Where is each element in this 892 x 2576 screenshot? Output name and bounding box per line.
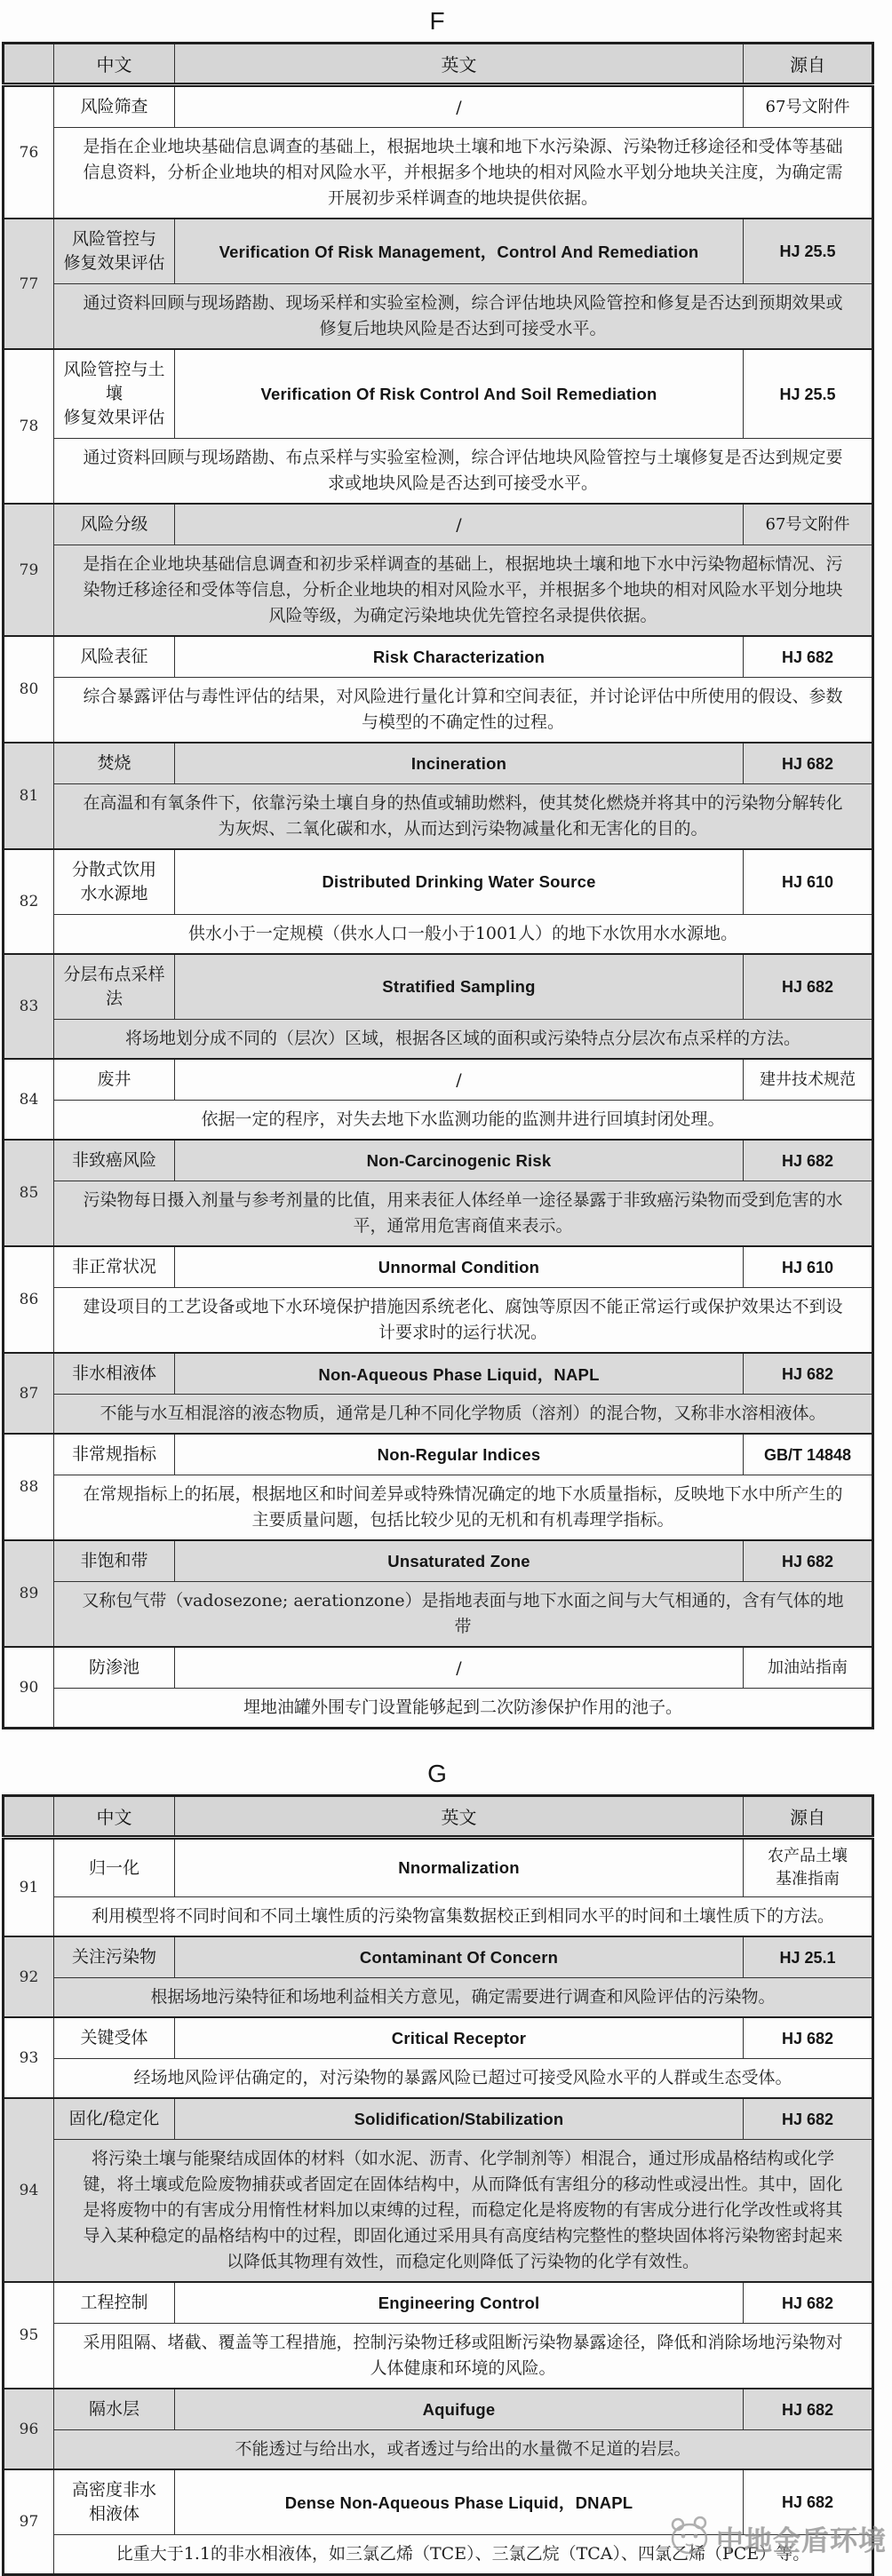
entry-number: 92 [4,1936,54,2017]
entry-definition-row [4,2535,873,2575]
entry-term-row [4,1936,873,1978]
term-source: 农产品土壤 基准指南 [744,1838,873,1897]
term-definition: 通过资料回顾与现场踏勘、布点采样与实验室检测，综合评估地块风险管控与土壤修复是否达到规定要求或地块风险是否达到可接受水平。 [54,439,873,505]
term-english: Nnormalization [175,1838,744,1897]
entry-term-row [4,1246,873,1288]
entry-definition-row [4,439,873,505]
entry-definition-row [4,545,873,637]
entry-definition-row [4,2059,873,2099]
term-source: HJ 682 [744,636,873,678]
table-title-f: F [429,7,445,35]
term-source: HJ 682 [744,2017,873,2059]
term-chinese: 非正常状况 [54,1246,175,1288]
watermark-text: 中地金盾环境 [716,2524,887,2557]
term-english: Non-Carcinogenic Risk [175,1140,744,1181]
term-source: HJ 682 [744,2469,873,2535]
term-source: HJ 682 [744,954,873,1020]
header-chinese: 中文 [54,1796,175,1838]
term-english: Verification Of Risk Control And Soil Remediation [175,349,744,439]
entry-definition-row [4,1288,873,1354]
term-source: HJ 682 [744,1353,873,1395]
term-chinese: 风险管控与土壤 修复效果评估 [54,349,175,439]
entry-definition-row [4,284,873,350]
term-english: / [175,1647,744,1689]
term-definition: 综合暴露评估与毒性评估的结果，对风险进行量化计算和空间表征，并讨论评估中所使用的假设、参数与模型的不确定性的过程。 [54,678,873,743]
header-index-cell [4,44,54,85]
term-chinese: 分层布点采样法 [54,954,175,1020]
term-english: Non-Aqueous Phase Liquid，NAPL [175,1353,744,1395]
term-source: HJ 25.1 [744,1936,873,1978]
header-row [4,44,873,85]
entry-definition-row [4,1582,873,1648]
entry-definition-row [4,2324,873,2389]
term-chinese: 风险分级 [54,504,175,545]
term-definition: 根据场地污染特征和场地利益相关方意见，确定需要进行调查和风险评估的污染物。 [54,1978,873,2018]
entry-term-row [4,1647,873,1689]
term-chinese: 高密度非水 相液体 [54,2469,175,2535]
term-definition: 是指在企业地块基础信息调查和初步采样调查的基础上，根据地块土壤和地下水中污染物超标情况、污染物迁移途径和受体等信息，分析企业地块的相对风险水平，并根据多个地块的相对风险水平划分地块风险等级，为确定污染地块优先管控名录提供依据。 [54,545,873,637]
entry-number: 85 [4,1140,54,1246]
term-english: Engineering Control [175,2282,744,2324]
table-title-g: G [427,1760,447,1787]
term-source: HJ 682 [744,2098,873,2140]
term-definition: 利用模型将不同时间和不同土壤性质的污染物富集数据校正到相同水平的时间和土壤性质下的方法。 [54,1897,873,1937]
term-definition: 通过资料回顾与现场踏勘、现场采样和实验室检测，综合评估地块风险管控和修复是否达到预期效果或修复后地块风险是否达到可接受水平。 [54,284,873,350]
entry-term-row [4,2469,873,2535]
term-chinese: 风险表征 [54,636,175,678]
entry-number: 96 [4,2389,54,2469]
entry-term-row [4,1353,873,1395]
term-chinese: 非饱和带 [54,1540,175,1582]
term-definition: 埋地油罐外围专门设置能够起到二次防渗保护作用的池子。 [54,1689,873,1729]
entry-definition-row [4,1689,873,1729]
header-row [4,1796,873,1838]
term-chinese: 分散式饮用 水水源地 [54,849,175,915]
entry-definition-row [4,1181,873,1247]
term-english: Distributed Drinking Water Source [175,849,744,915]
term-definition: 不能与水互相混溶的液态物质，通常是几种不同化学物质（溶剂）的混合物，又称非水溶相液体。 [54,1395,873,1435]
entry-term-row [4,219,873,284]
header-source: 源自 [744,1796,873,1838]
entry-definition-row [4,1101,873,1141]
term-chinese: 非致癌风险 [54,1140,175,1181]
entry-number: 87 [4,1353,54,1434]
term-source: HJ 682 [744,1540,873,1582]
term-definition: 污染物每日摄入剂量与参考剂量的比值，用来表征人体经单一途径暴露于非致癌污染物而受到危害的水平，通常用危害商值来表示。 [54,1181,873,1247]
entry-number: 82 [4,849,54,954]
section-g [0,1760,892,2576]
entry-term-row [4,636,873,678]
glossary-table-f [2,42,874,1729]
term-chinese: 非水相液体 [54,1353,175,1395]
term-definition: 又称包气带（vadosezone; aerationzone）是指地表面与地下水面之间与大气相通的，含有气体的地带 [54,1582,873,1648]
term-chinese: 防渗池 [54,1647,175,1689]
term-chinese: 固化/稳定化 [54,2098,175,2140]
entry-definition-row [4,678,873,743]
term-chinese: 废井 [54,1059,175,1101]
term-definition: 建设项目的工艺设备或地下水环境保护措施因系统老化、腐蚀等原因不能正常运行或保护效果达不到设计要求时的运行状况。 [54,1288,873,1354]
entry-number: 93 [4,2017,54,2098]
entry-number: 77 [4,219,54,349]
term-english: Contaminant Of Concern [175,1936,744,1978]
entry-number: 94 [4,2098,54,2282]
term-definition: 不能透过与给出水，或者透过与给出的水量微不足道的岩层。 [54,2430,873,2470]
entry-definition-row [4,1897,873,1937]
entry-number: 88 [4,1434,54,1540]
entry-term-row [4,2389,873,2430]
term-chinese: 风险筛查 [54,85,175,128]
entry-term-row [4,1434,873,1475]
entry-term-row [4,849,873,915]
term-english: / [175,85,744,128]
term-definition: 将场地划分成不同的（层次）区域，根据各区域的面积或污染特点分层次布点采样的方法。 [54,1020,873,1060]
term-english: Non-Regular Indices [175,1434,744,1475]
term-source: 67号文附件 [744,85,873,128]
term-definition: 比重大于1.1的非水相液体，如三氯乙烯（TCE）、三氯乙烷（TCA）、四氯乙烯（PCE）等。 [54,2535,873,2575]
entry-number: 81 [4,743,54,849]
term-source: HJ 682 [744,2389,873,2430]
term-source: HJ 682 [744,2282,873,2324]
entry-term-row [4,504,873,545]
term-definition: 在常规指标上的拓展，根据地区和时间差异或特殊情况确定的地下水质量指标，反映地下水中所产生的主要质量问题，包括比较少见的无机和有机毒理学指标。 [54,1475,873,1541]
entry-number: 89 [4,1540,54,1647]
entry-term-row [4,2098,873,2140]
header-source: 源自 [744,44,873,85]
entry-definition-row [4,784,873,850]
term-chinese: 关注污染物 [54,1936,175,1978]
entry-number: 86 [4,1246,54,1353]
header-english: 英文 [175,1796,744,1838]
term-chinese: 非常规指标 [54,1434,175,1475]
term-chinese: 关键受体 [54,2017,175,2059]
entry-term-row [4,1140,873,1181]
term-definition: 供水小于一定规模（供水人口一般小于1001人）的地下水饮用水水源地。 [54,915,873,955]
entry-definition-row [4,1978,873,2018]
term-english: Dense Non-Aqueous Phase Liquid，DNAPL [175,2469,744,2535]
entry-definition-row [4,915,873,955]
term-source: HJ 25.5 [744,349,873,439]
entry-term-row [4,1540,873,1582]
entry-number: 97 [4,2469,54,2575]
term-source: HJ 610 [744,1246,873,1288]
term-source: HJ 682 [744,1140,873,1181]
term-english: Solidification/Stabilization [175,2098,744,2140]
entry-term-row [4,1838,873,1897]
entry-term-row [4,743,873,784]
header-chinese: 中文 [54,44,175,85]
entry-number: 91 [4,1838,54,1937]
header-index-cell [4,1796,54,1838]
entry-definition-row [4,1020,873,1060]
entry-definition-row [4,128,873,219]
term-definition: 依据一定的程序，对失去地下水监测功能的监测井进行回填封闭处理。 [54,1101,873,1141]
term-english: Verification Of Risk Management，Control And Remediation [175,219,744,284]
term-source: HJ 682 [744,743,873,784]
entry-number: 83 [4,954,54,1059]
term-source: GB/T 14848 [744,1434,873,1475]
term-definition: 是指在企业地块基础信息调查的基础上，根据地块土壤和地下水污染源、污染物迁移途径和受体等基础信息资料，分析企业地块的相对风险水平，并根据多个地块的相对风险水平划分地块关注度，为确定需开展初步采样调查的地块提供依据。 [54,128,873,219]
term-english: / [175,504,744,545]
term-english: Unsaturated Zone [175,1540,744,1582]
entry-number: 76 [4,85,54,219]
term-english: Risk Characterization [175,636,744,678]
term-definition: 在高温和有氧条件下，依靠污染土壤自身的热值或辅助燃料，使其焚化燃烧并将其中的污染物分解转化为灰烬、二氧化碳和水，从而达到污染物减量化和无害化的目的。 [54,784,873,850]
term-definition: 将污染土壤与能聚结成固体的材料（如水泥、沥青、化学制剂等）相混合，通过形成晶格结构或化学键，将土壤或危险废物捕获或者固定在固体结构中，从而降低有害组分的移动性或浸出性。其中，固化是将废物中的有害成分用惰性材料加以束缚的过程，而稳定化是将废物的有害成分进行化学改性或将其导入某种稳定的晶格结构中的过程，即固化通过采用具有高度结构完整性的整块固体将污染物密封起来以降低其物理有效性，而稳定化则降低了污染物的化学有效性。 [54,2140,873,2283]
entry-number: 78 [4,349,54,504]
term-definition: 采用阻隔、堵截、覆盖等工程措施，控制污染物迁移或阻断污染物暴露途径，降低和消除场地污染物对人体健康和环境的风险。 [54,2324,873,2389]
term-source: HJ 610 [744,849,873,915]
term-chinese: 工程控制 [54,2282,175,2324]
entry-term-row [4,85,873,128]
section-f [0,7,892,1729]
entry-definition-row [4,1475,873,1541]
term-english: Aquifuge [175,2389,744,2430]
entry-term-row [4,954,873,1020]
term-chinese: 隔水层 [54,2389,175,2430]
term-source: 加油站指南 [744,1647,873,1689]
entry-number: 80 [4,636,54,743]
entry-definition-row [4,2430,873,2470]
entry-number: 95 [4,2282,54,2389]
entry-number: 84 [4,1059,54,1140]
term-chinese: 焚烧 [54,743,175,784]
term-english: Critical Receptor [175,2017,744,2059]
entry-term-row [4,2017,873,2059]
entry-term-row [4,2282,873,2324]
entry-number: 79 [4,504,54,636]
term-english: Incineration [175,743,744,784]
term-chinese: 风险管控与 修复效果评估 [54,219,175,284]
term-definition: 经场地风险评估确定的，对污染物的暴露风险已超过可接受风险水平的人群或生态受体。 [54,2059,873,2099]
term-source: 67号文附件 [744,504,873,545]
header-english: 英文 [175,44,744,85]
entry-term-row [4,349,873,439]
term-source: 建井技术规范 [744,1059,873,1101]
term-english: Unnormal Condition [175,1246,744,1288]
entry-term-row [4,1059,873,1101]
glossary-table-g [2,1794,874,2576]
term-english: / [175,1059,744,1101]
term-english: Stratified Sampling [175,954,744,1020]
entry-definition-row [4,1395,873,1435]
term-chinese: 归一化 [54,1838,175,1897]
term-source: HJ 25.5 [744,219,873,284]
entry-number: 90 [4,1647,54,1729]
entry-definition-row [4,2140,873,2283]
